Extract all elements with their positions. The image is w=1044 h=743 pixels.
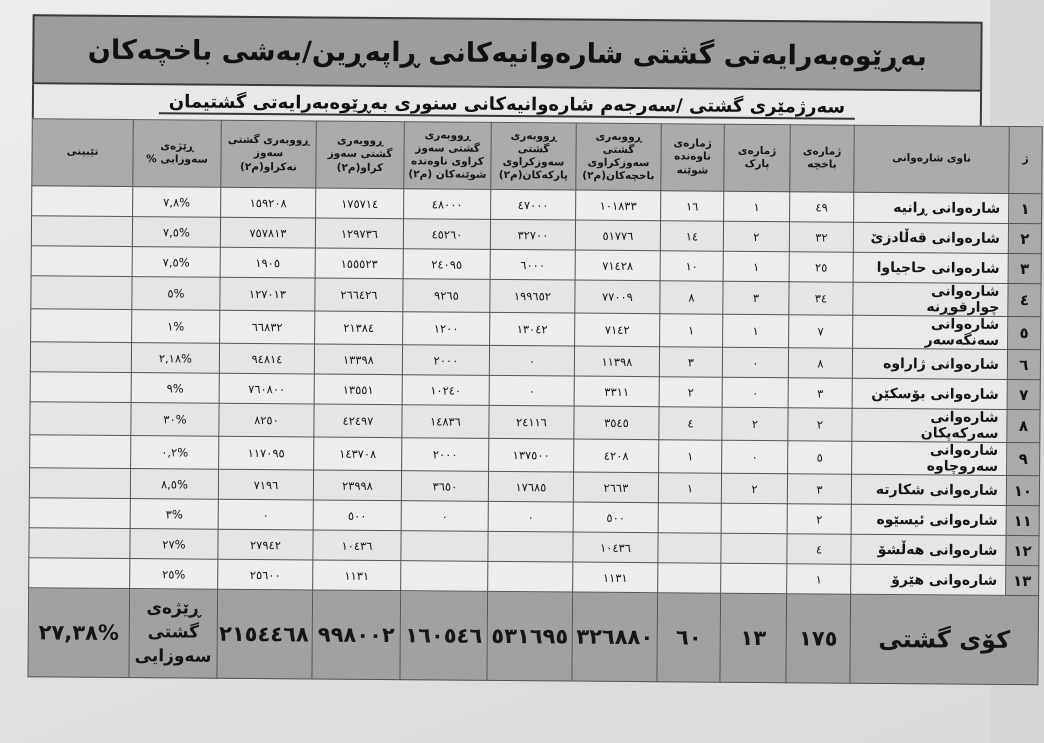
cell-total-green: ١٤٣٧٠٨: [314, 437, 402, 471]
cell-gardens: ١: [787, 564, 851, 595]
cell-green-rate: %٩: [131, 373, 219, 404]
cell-parks-area: ١٣٧٥٠٠: [489, 438, 574, 472]
header-green-rate: ڕێژەی سەوزایی %: [133, 120, 222, 188]
cell-name: شارەوانی سەروچاوە: [852, 441, 1007, 475]
cell-parks-area: ١٣٠٤٢: [490, 312, 575, 346]
cell-parks-area: ٦٠٠٠: [490, 249, 575, 280]
cell-green-rate: %٨,٥: [130, 469, 218, 500]
cell-name: شارەوانی سەنگەسەر: [853, 315, 1008, 349]
cell-middle-area: [401, 531, 488, 562]
cell-gardens: ٢٥: [789, 252, 853, 283]
cell-total-not-green: ١٩٠٥: [220, 247, 315, 278]
cell-name: شارەوانی سەرکەپکان: [852, 408, 1007, 442]
cell-total-not-green: ٧١٩٦: [218, 469, 313, 500]
cell-total-not-green: ١١٧٠٩٥: [219, 436, 314, 470]
cell-no: ١٢: [1006, 535, 1039, 565]
cell-note: [31, 276, 132, 310]
cell-gardens: ٣٢: [789, 222, 853, 253]
cell-name: شارەوانی شکارتە: [851, 474, 1006, 505]
cell-parks: ٠: [722, 347, 788, 378]
cell-green-gardens-area: ٧١٤٢: [575, 313, 660, 347]
cell-no: ١: [1009, 193, 1042, 223]
cell-parks: ٠: [722, 377, 788, 408]
cell-gardens: ٣٤: [789, 282, 853, 316]
cell-unimplemented: ١٦: [661, 191, 724, 221]
cell-total-not-green: ٦٦٨٣٢: [220, 310, 315, 344]
cell-unimplemented: ١: [658, 473, 721, 503]
cell-green-rate: %٣٠: [131, 403, 219, 437]
cell-unimplemented: ٨: [660, 281, 723, 314]
cell-note: [31, 309, 132, 343]
totals-middle-area: ١٦٠٥٤٦: [400, 591, 488, 681]
cell-parks: ١: [723, 251, 789, 282]
cell-total-green: ١٥٥٥٢٣: [315, 248, 403, 279]
cell-parks-area: ٠: [489, 345, 574, 376]
cell-green-rate: %٢٥: [130, 559, 218, 590]
cell-parks: ١: [724, 191, 790, 222]
cell-green-rate: %٧,٨: [133, 187, 221, 218]
cell-green-rate: %٠,٢: [131, 436, 219, 470]
totals-row: [28, 588, 1039, 685]
cell-parks-area: [488, 561, 573, 592]
cell-green-gardens-area: ٥١٧٧٦: [575, 220, 660, 251]
document-subtitle: سەرژمێری گشتی /سەرجەم شارەوانیەکانی سنوری بەڕێوەبەرایەتی گشتیمان: [159, 91, 856, 119]
cell-gardens: ٣: [787, 474, 851, 505]
cell-green-gardens-area: ٥٠٠: [573, 502, 658, 533]
statistics-table: [27, 118, 1042, 685]
cell-unimplemented: [658, 503, 721, 533]
cell-green-rate: %٧,٥: [132, 247, 220, 278]
cell-no: ٣: [1008, 253, 1041, 283]
cell-unimplemented: ٤: [659, 407, 722, 440]
cell-total-not-green: ٧٥٧٨١٣: [220, 217, 315, 248]
header-middle-area: ڕووبەری گشتی سەوز کراوی ناوەندە شوێنەکان (م٢): [404, 122, 492, 190]
cell-total-green: ٢٦٦٤٢٦: [315, 278, 403, 312]
cell-no: ١١: [1006, 505, 1039, 535]
cell-name: شارەوانی ڕانیە: [854, 192, 1009, 223]
totals-parks-area: ٥٣١٦٩٥: [487, 591, 573, 681]
cell-total-not-green: ٢٥٦٠٠: [218, 559, 313, 590]
cell-parks-area: ٠: [489, 375, 574, 406]
cell-gardens: ٤: [787, 534, 851, 565]
table-header-row: [32, 119, 1042, 194]
cell-middle-area: [401, 561, 488, 592]
cell-green-rate: %٧,٥: [132, 217, 220, 248]
cell-note: [32, 186, 133, 217]
cell-green-rate: %١: [132, 310, 220, 344]
cell-total-green: ١٧٥٧١٤: [316, 188, 404, 219]
cell-unimplemented: [658, 563, 721, 593]
header-unimplemented: ژمارەی ناوەندە شوێنە: [661, 124, 725, 191]
cell-green-rate: %٣: [130, 499, 218, 530]
cell-middle-area: ٠: [401, 501, 488, 532]
cell-green-gardens-area: ٧٧٠٠٩: [575, 280, 660, 314]
cell-total-green: ١٣٥٥١: [314, 374, 402, 405]
cell-middle-area: ٣٦٥٠: [401, 471, 488, 502]
cell-total-green: ٤٢٤٩٧: [314, 404, 402, 438]
cell-parks: ١: [723, 314, 789, 348]
cell-name: شارەوانی ژاراوە: [852, 348, 1007, 379]
cell-middle-area: ٤٥٢٦٠: [403, 219, 490, 250]
cell-parks: ٣: [723, 281, 789, 315]
cell-no: ٢: [1008, 223, 1041, 253]
header-parks-area: ڕووبەری گشتی سەوزکراوی پارکەکان(م٢): [491, 122, 577, 190]
cell-green-rate: %٥: [132, 277, 220, 311]
cell-middle-area: ٢٠٠٠: [402, 438, 489, 472]
cell-middle-area: ١٤٨٣٦: [402, 405, 489, 439]
cell-note: [29, 528, 130, 559]
cell-note: [31, 216, 132, 247]
totals-green-rate-label: ڕێژەی گشتی سەوزایی: [129, 589, 218, 679]
cell-parks: [721, 533, 787, 564]
cell-total-not-green: ١٢٧٠١٣: [220, 277, 315, 311]
cell-middle-area: ٢٠٠٠: [402, 345, 489, 376]
cell-middle-area: ١٢٠٠: [403, 312, 490, 346]
cell-parks-area: ٠: [488, 501, 573, 532]
cell-note: [30, 342, 131, 373]
cell-gardens: ٣: [788, 378, 852, 409]
cell-total-green: ١٠٤٣٦: [313, 530, 401, 561]
cell-gardens: ٥: [788, 441, 852, 475]
cell-green-rate: %٢٧: [130, 529, 218, 560]
header-total-not-green: ڕووبەری گشتی سەوز نەکراو(م٢): [221, 120, 317, 188]
cell-total-not-green: ٧٦٠٨٠٠: [219, 373, 314, 404]
cell-middle-area: ٢٤٠٩٥: [403, 249, 490, 280]
cell-no: ٨: [1007, 409, 1040, 442]
cell-parks-area: ١٩٩٦٥٢: [490, 279, 575, 313]
cell-green-gardens-area: ٢٦٦٣: [573, 472, 658, 503]
header-gardens: ژمارەی باخچە: [790, 125, 855, 193]
cell-green-gardens-area: ١١٣٩٨: [574, 346, 659, 377]
cell-gardens: ٢: [788, 408, 852, 442]
cell-unimplemented: ١٤: [660, 221, 723, 251]
header-no: ژ: [1009, 126, 1043, 193]
cell-parks: [721, 503, 787, 534]
cell-middle-area: ١٠٢٤٠: [402, 375, 489, 406]
cell-total-not-green: ٠: [218, 499, 313, 530]
header-note: تێبینی: [32, 119, 134, 187]
header-green-gardens-area: ڕووبەری گشتی سەوزکراوی باخچەکان(م٢): [576, 123, 662, 191]
cell-green-gardens-area: ١١٣١: [573, 562, 658, 593]
cell-green-rate: %٢,١٨: [131, 343, 219, 374]
cell-total-green: ٢١٣٨٤: [315, 311, 403, 345]
cell-total-green: ٢٣٩٩٨: [313, 470, 401, 501]
cell-name: شارەوانی قەڵادزێ: [853, 222, 1008, 253]
cell-no: ٩: [1007, 442, 1040, 475]
cell-note: [30, 372, 131, 403]
header-parks: ژمارەی پارک: [724, 124, 791, 192]
cell-gardens: ٧: [789, 315, 853, 349]
cell-parks-area: ٤٧٠٠٠: [491, 189, 576, 220]
cell-name: شارەوانی چوارقوڕنە: [853, 282, 1008, 316]
cell-total-green: ١٣٣٩٨: [314, 344, 402, 375]
cell-total-green: ٥٠٠: [313, 500, 401, 531]
cell-total-green: ١٢٩٧٣٦: [315, 218, 403, 249]
cell-gardens: ٤٩: [790, 192, 854, 223]
cell-green-gardens-area: ١٠١٨٣٣: [576, 190, 661, 221]
cell-unimplemented: ١٠: [660, 251, 723, 281]
cell-name: شارەوانی ئیسێوە: [851, 504, 1006, 535]
cell-total-not-green: ٢٧٩٤٢: [218, 529, 313, 560]
cell-total-not-green: ٨٢٥٠: [219, 403, 314, 437]
header-name: ناوی شارەوانی: [854, 125, 1010, 193]
cell-parks: ٢: [722, 407, 788, 441]
cell-parks-area: ١٧٦٨٥: [488, 471, 573, 502]
header-total-green: ڕووبەری گشتی سەوز کراو(م٢): [316, 121, 405, 189]
cell-middle-area: ٩٢٦٥: [403, 279, 490, 313]
cell-gardens: ٢: [787, 504, 851, 535]
document-sheet: [27, 14, 1033, 691]
cell-no: ٧: [1007, 379, 1040, 409]
cell-middle-area: ٤٨٠٠٠: [404, 189, 491, 220]
cell-unimplemented: ١: [659, 440, 722, 473]
cell-gardens: ٨: [788, 348, 852, 379]
cell-no: ١٣: [1006, 565, 1039, 595]
cell-green-gardens-area: ١٠٤٣٦: [573, 532, 658, 563]
cell-total-not-green: ١٥٩٢٠٨: [221, 187, 316, 218]
cell-note: [31, 246, 132, 277]
cell-parks-area: [488, 531, 573, 562]
totals-parks: ١٣: [720, 593, 787, 683]
cell-parks: ٢: [723, 221, 789, 252]
cell-total-green: ١١٣١: [313, 560, 401, 591]
cell-name: شارەوانی بۆسکێن: [852, 378, 1007, 409]
totals-total-green: ٩٩٨٠٠٢: [312, 590, 401, 680]
cell-green-gardens-area: ٣٥٤٥: [574, 406, 659, 440]
totals-total-not-green: ٢١٥٤٤٦٨: [217, 589, 313, 679]
cell-total-not-green: ٩٤٨١٤: [219, 343, 314, 374]
cell-name: شارەوانی حاجیاوا: [853, 252, 1008, 283]
cell-no: ٥: [1008, 316, 1041, 349]
cell-unimplemented: ٢: [659, 377, 722, 407]
cell-name: شارەوانی هەڵشۆ: [851, 534, 1006, 565]
cell-green-gardens-area: ٤٢٠٨: [574, 439, 659, 473]
cell-note: [29, 498, 130, 529]
cell-no: ٤: [1008, 283, 1041, 316]
totals-unimplemented: ٦٠: [657, 593, 721, 682]
cell-parks: ٠: [722, 440, 788, 474]
document-title: بەڕێوەبەرایەتی گشتی شارەوانیەکانی ڕاپەڕین/بەشی باخچەکان: [32, 14, 983, 91]
cell-no: ٦: [1007, 349, 1040, 379]
cell-unimplemented: ١: [660, 314, 723, 347]
cell-parks-area: ٢٤١١٦: [489, 405, 574, 439]
cell-parks: ٢: [721, 473, 787, 504]
cell-no: ١٠: [1006, 475, 1039, 505]
totals-note: %٢٧,٣٨: [28, 588, 130, 678]
cell-name: شارەوانی هێرۆ: [851, 564, 1006, 595]
cell-note: [29, 558, 130, 589]
cell-note: [29, 468, 130, 499]
cell-note: [30, 402, 131, 436]
cell-unimplemented: [658, 533, 721, 563]
cell-parks-area: ٣٢٧٠٠: [490, 219, 575, 250]
totals-label: کۆی گشتی: [850, 594, 1039, 684]
totals-gardens: ١٧٥: [786, 594, 851, 683]
cell-unimplemented: ٣: [659, 347, 722, 377]
totals-green-gardens-area: ٣٢٦٨٨٠: [572, 592, 658, 682]
cell-note: [30, 435, 131, 469]
cell-parks: [721, 563, 787, 594]
cell-green-gardens-area: ٧١٤٢٨: [575, 250, 660, 281]
cell-green-gardens-area: ٣٣١١: [574, 376, 659, 407]
